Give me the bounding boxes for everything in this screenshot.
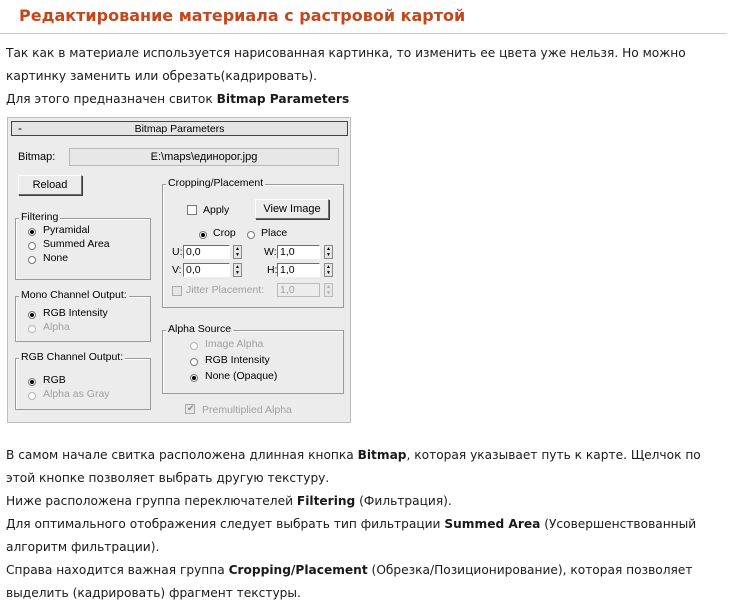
alpha-rgb-intensity-label: RGB Intensity xyxy=(205,354,270,366)
mono-alpha-label: Alpha xyxy=(43,321,70,333)
desc-line-5: алгоритм фильтрации). xyxy=(6,540,160,554)
desc-line-4 xyxy=(6,517,696,532)
desc-line-2: этой кнопке позволяет выбрать другую текстуру. xyxy=(6,471,330,485)
reload-button[interactable]: Reload xyxy=(18,175,82,195)
desc-line-4-tail: (Усовершенствованный xyxy=(540,517,697,531)
bitmap-path-button[interactable]: E:\maps\единорог.jpg xyxy=(69,148,339,166)
intro-line-3-bold: Bitmap Parameters xyxy=(216,92,350,106)
alpha-image-alpha-label: Image Alpha xyxy=(205,338,264,350)
filtering-pyramidal-label: Pyramidal xyxy=(43,224,90,236)
u-field[interactable]: 0,0 xyxy=(183,245,230,259)
desc-line-4-bold: Summed Area xyxy=(444,517,541,531)
filtering-label: Filtering xyxy=(21,211,59,223)
desc-line-4-text: Для оптимального отображения следует выбрать тип фильтрации xyxy=(6,517,445,531)
v-label: V: xyxy=(172,264,182,276)
filtering-none-label: None xyxy=(43,252,69,264)
cropping-placement-label: Cropping/Placement xyxy=(168,177,264,189)
w-label: W: xyxy=(264,246,277,258)
check-icon: ✔ xyxy=(187,403,195,413)
filtering-summed-area-label: Summed Area xyxy=(43,238,110,250)
jitter-label: Jitter Placement: xyxy=(186,284,265,296)
rollout-header[interactable] xyxy=(11,121,348,136)
v-field[interactable]: 0,0 xyxy=(183,263,230,277)
intro-line-3-text: Для этого предназначен свиток xyxy=(6,92,217,106)
alpha-image-alpha-radio[interactable] xyxy=(190,342,198,350)
alpha-source-group xyxy=(162,323,344,394)
bitmap-label: Bitmap: xyxy=(18,151,56,163)
crop-radio[interactable] xyxy=(199,231,207,239)
title-divider xyxy=(0,33,727,34)
bitmap-parameters-panel xyxy=(7,117,351,423)
collapse-icon[interactable]: - xyxy=(18,121,22,135)
rgb-rgb-label: RGB xyxy=(43,374,66,386)
rgb-alpha-as-gray-radio[interactable] xyxy=(28,392,36,400)
jitter-spinner[interactable]: ▲ ▼ xyxy=(324,283,333,297)
crop-label: Crop xyxy=(213,227,236,239)
desc-line-7: выделить (кадрировать) фрагмент текстуры. xyxy=(6,586,301,600)
apply-checkbox[interactable] xyxy=(187,205,197,215)
mono-alpha-radio[interactable] xyxy=(28,325,36,333)
apply-label: Apply xyxy=(203,204,230,216)
rollout-title: Bitmap Parameters xyxy=(134,123,225,135)
alpha-rgb-intensity-radio[interactable] xyxy=(190,358,198,366)
w-field[interactable]: 1,0 xyxy=(277,245,320,259)
filtering-none-radio[interactable] xyxy=(28,256,36,264)
v-spinner[interactable]: ▲ ▼ xyxy=(233,263,242,277)
alpha-none-opaque-label: None (Opaque) xyxy=(205,370,278,382)
h-spinner[interactable]: ▲ ▼ xyxy=(324,263,333,277)
cropping-placement-group xyxy=(162,177,344,308)
premultiplied-alpha-checkbox[interactable] xyxy=(185,404,195,414)
desc-line-1-bold: Bitmap xyxy=(357,448,407,462)
filtering-group xyxy=(15,211,151,280)
h-label: H: xyxy=(267,264,278,276)
place-radio[interactable] xyxy=(247,231,255,239)
w-spinner[interactable]: ▲ ▼ xyxy=(324,245,333,259)
desc-line-6 xyxy=(6,563,692,578)
desc-line-1 xyxy=(6,448,701,463)
desc-line-1-tail: , которая указывает путь к карте. Щелчок по xyxy=(406,448,701,462)
rgb-rgb-radio[interactable] xyxy=(28,378,36,386)
alpha-source-label: Alpha Source xyxy=(168,323,232,335)
premultiplied-alpha-label: Premultiplied Alpha xyxy=(202,404,292,416)
desc-line-3-text: Ниже расположена группа переключателей xyxy=(6,494,297,508)
jitter-checkbox[interactable] xyxy=(172,286,182,296)
desc-line-3-bold: Filtering xyxy=(296,494,356,508)
mono-channel-group xyxy=(15,289,151,342)
intro-line-1: Так как в материале используется нарисованная картинка, то изменить ее цвета уже нельзя. Но можно xyxy=(6,46,686,60)
rgb-alpha-as-gray-label: Alpha as Gray xyxy=(43,388,110,400)
mono-channel-label: Mono Channel Output: xyxy=(21,289,127,301)
desc-line-3-tail: (Фильтрация). xyxy=(355,494,452,508)
h-field[interactable]: 1,0 xyxy=(277,263,320,277)
page-title: Редактирование материала с растровой картой xyxy=(19,6,466,25)
intro-line-3 xyxy=(6,92,349,107)
rgb-channel-group xyxy=(15,351,151,410)
mono-rgb-intensity-radio[interactable] xyxy=(28,311,36,319)
alpha-none-opaque-radio[interactable] xyxy=(190,374,198,382)
desc-line-6-tail: (Обрезка/Позиционирование), которая позволяет xyxy=(367,563,693,577)
place-label: Place xyxy=(261,227,288,239)
desc-line-3 xyxy=(6,494,452,509)
intro-line-2: картинку заменить или обрезать(кадрировать). xyxy=(6,69,318,83)
desc-line-1-text: В самом начале свитка расположена длинная кнопка xyxy=(6,448,358,462)
filtering-pyramidal-radio[interactable] xyxy=(28,228,36,236)
desc-line-6-bold: Cropping/Placement xyxy=(228,563,368,577)
jitter-field[interactable]: 1,0 xyxy=(277,283,320,297)
rgb-channel-label: RGB Channel Output: xyxy=(21,351,124,363)
view-image-button[interactable]: View Image xyxy=(255,199,329,219)
desc-line-6-text: Справа находится важная группа xyxy=(6,563,229,577)
mono-rgb-intensity-label: RGB Intensity xyxy=(43,307,108,319)
u-spinner[interactable]: ▲ ▼ xyxy=(233,245,242,259)
filtering-summed-area-radio[interactable] xyxy=(28,242,36,250)
u-label: U: xyxy=(172,246,183,258)
